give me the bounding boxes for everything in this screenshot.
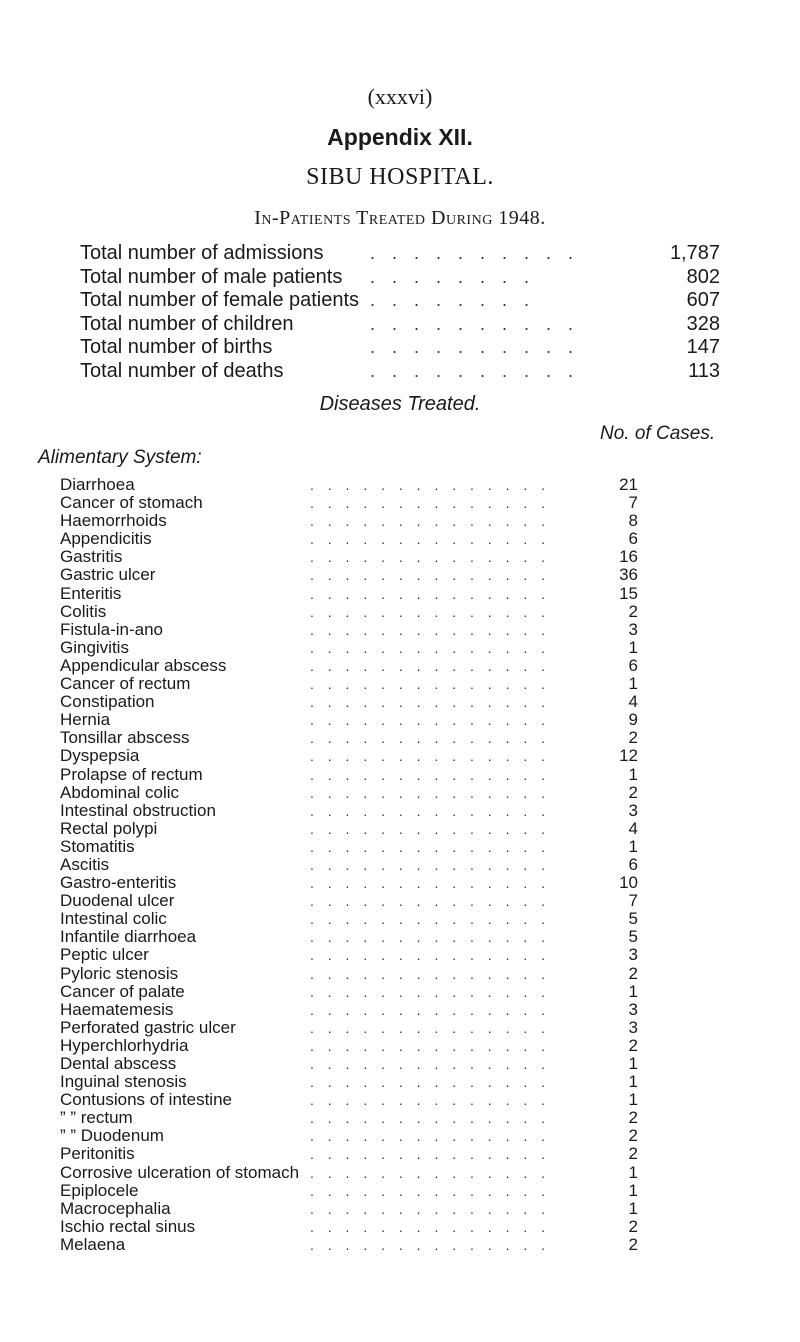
summary-row [80,266,720,290]
case-count: 5 [628,909,638,929]
dot-leader: . . . . . . . . . . . . . . [310,1182,551,1199]
case-count: 1 [628,981,638,1001]
disease-name: Gastro-enteritis [60,874,180,892]
dot-leader: . . . . . . . . . . . . . . [310,603,551,620]
disease-name: Perforated gastric ulcer [60,1019,240,1037]
disease-name: Haemorrhoids [60,512,171,530]
disease-name: Peptic ulcer [60,946,153,964]
dot-leader: . . . . . . . . . . . . . . [310,621,551,638]
appendix-title: Appendix XII. [327,124,473,150]
list-item [60,512,638,530]
dot-leader: . . . . . . . . . . . . . . [310,1110,551,1127]
dot-leader: . . . . . . . . . . . . . . [310,1146,551,1163]
case-count: 5 [628,927,638,947]
dot-leader: . . . . . . . . . . . . . . [310,766,551,783]
list-item [60,910,638,928]
dot-leader: . . . . . . . . . . . . . . [310,531,551,548]
dot-leader: . . . . . . . . . . [370,243,580,263]
case-count: 2 [628,728,638,748]
dot-leader: . . . . . . . . . . . . . . [310,929,551,946]
case-count: 6 [628,854,638,874]
case-count: 2 [628,601,638,621]
system-heading: Alimentary System: [38,447,202,468]
summary-row [80,360,720,384]
dot-leader: . . . . . . . . . . . . . . [310,893,551,910]
summary-row [80,289,720,313]
disease-table [60,476,638,1254]
dot-leader: . . . . . . . . [370,266,536,287]
dot-leader: . . . . . . . . . . . . . . [310,585,551,602]
case-count: 1 [628,1072,638,1092]
disease-name: Ascitis [60,856,113,874]
summary-label: Total number of deaths [80,359,284,382]
summary-label: Total number of children [80,312,294,335]
case-count: 3 [628,1017,638,1037]
case-count: 1 [628,1162,638,1182]
list-item [60,639,638,657]
summary-value: 147 [686,336,720,359]
case-count: 1 [628,637,638,657]
disease-name: Hyperchlorhydria [60,1037,193,1055]
disease-name: Intestinal obstruction [60,802,220,820]
list-item [60,585,638,603]
list-item [60,983,638,1001]
disease-name: Constipation [60,693,159,711]
dot-leader: . . . . . . . . . . . . . . [310,1074,551,1091]
cases-column-heading: No. of Cases. [600,423,716,444]
case-count: 1 [628,1054,638,1073]
disease-name: Pyloric stenosis [60,965,182,983]
dot-leader: . . . . . . . . [370,290,536,311]
case-count: 3 [628,800,638,820]
case-count: 1 [628,1180,638,1200]
list-item [60,1127,638,1145]
case-count: 7 [628,891,638,911]
list-item [60,892,638,910]
summary-value: 802 [686,265,720,288]
list-item [60,1200,638,1218]
list-item [60,657,638,675]
list-item [60,603,638,621]
dot-leader: . . . . . . . . . . . . . . [310,567,551,584]
disease-name: Dyspepsia [60,747,143,765]
case-count: 1 [628,674,638,694]
dot-leader: . . . . . . . . . . . . . . [310,947,551,964]
list-item [60,621,638,639]
dot-leader: . . . . . . . . . . . . . . [310,1164,551,1181]
summary-table [80,242,720,384]
summary-row [80,336,720,360]
dot-leader: . . . . . . . . . . . . . . [310,856,551,873]
case-count: 2 [628,782,638,802]
disease-name: Appendicular abscess [60,657,230,675]
disease-name: ” ” Duodenum [60,1127,168,1145]
list-item [60,1145,638,1163]
list-item [60,1001,638,1019]
dot-leader: . . . . . . . . . . . . . . [310,1037,551,1054]
dot-leader: . . . . . . . . . . . . . . [310,965,551,982]
disease-name: Colitis [60,603,110,621]
list-item [60,965,638,983]
disease-name: Gastric ulcer [60,566,159,584]
list-item [60,476,638,494]
disease-name: Epiplocele [60,1182,142,1200]
disease-name: Dental abscess [60,1055,180,1073]
list-item [60,1073,638,1091]
case-count: 36 [619,565,638,585]
case-count: 7 [628,493,638,513]
dot-leader: . . . . . . . . . . . . . . [310,477,551,493]
summary-label: Total number of admissions [80,242,324,264]
disease-name: Gingivitis [60,639,133,657]
dot-leader: . . . . . . . . . . . . . . [310,784,551,801]
dot-leader: . . . . . . . . . . . . . . [310,911,551,928]
list-item [60,1109,638,1127]
dot-leader: . . . . . . . . . . . . . . [310,1218,551,1235]
list-item [60,838,638,856]
summary-label: Total number of female patients [80,289,360,312]
case-count: 6 [628,655,638,675]
list-item [60,1218,638,1236]
case-count: 1 [628,836,638,856]
disease-name: Duodenal ulcer [60,892,178,910]
list-item [60,711,638,729]
list-item [60,566,638,584]
disease-name: Melaena [60,1236,129,1254]
case-count: 12 [619,746,638,766]
summary-value: 607 [686,289,720,312]
list-item [60,1164,638,1182]
disease-name: Hernia [60,711,114,729]
case-count: 1 [628,1090,638,1110]
dot-leader: . . . . . . . . . . . . . . [310,1236,551,1253]
list-item [60,1236,638,1254]
dot-leader: . . . . . . . . . . . . . . [310,712,551,729]
list-item [60,1037,638,1055]
disease-name: Prolapse of rectum [60,766,207,784]
dot-leader: . . . . . . . . . . . . . . [310,1019,551,1036]
summary-value: 1,787 [669,242,720,264]
diseases-heading: Diseases Treated. [319,393,481,415]
dot-leader: . . . . . . . . . . . . . . [310,1128,551,1145]
case-count: 21 [619,475,638,494]
list-item [60,802,638,820]
page-number: (xxxvi) [367,84,433,109]
dot-leader: . . . . . . . . . . [370,360,580,381]
summary-value: 328 [686,312,720,335]
list-item [60,548,638,566]
case-count: 1 [628,764,638,784]
dot-leader: . . . . . . . . . . . . . . [310,676,551,693]
case-count: 2 [628,1234,638,1254]
case-count: 2 [628,1216,638,1236]
case-count: 4 [628,692,638,712]
list-item [60,729,638,747]
list-item [60,1091,638,1109]
disease-name: Tonsillar abscess [60,729,193,747]
dot-leader: . . . . . . . . . . . . . . [310,748,551,765]
case-count: 3 [628,999,638,1019]
list-item [60,766,638,784]
dot-leader: . . . . . . . . . . . . . . [310,549,551,566]
dot-leader: . . . . . . . . . . . . . . [310,730,551,747]
case-count: 8 [628,511,638,531]
case-count: 10 [619,873,638,893]
list-item [60,1055,638,1073]
list-item [60,1019,638,1037]
disease-name: Stomatitis [60,838,139,856]
case-count: 3 [628,945,638,965]
case-count: 16 [619,547,638,567]
disease-name: Diarrhoea [60,476,139,494]
list-item [60,693,638,711]
dot-leader: . . . . . . . . . . . . . . [310,513,551,530]
disease-name: Fistula-in-ano [60,621,167,639]
list-item [60,820,638,838]
summary-label: Total number of births [80,336,273,359]
case-count: 15 [619,583,638,603]
list-item [60,874,638,892]
case-count: 6 [628,529,638,549]
dot-leader: . . . . . . . . . . . . . . [310,875,551,892]
dot-leader: . . . . . . . . . . . . . . [310,1001,551,1018]
disease-name: Inguinal stenosis [60,1073,191,1091]
dot-leader: . . . . . . . . . . . . . . [310,1200,551,1217]
list-item [60,784,638,802]
case-count: 9 [628,710,638,730]
dot-leader: . . . . . . . . . . . . . . [310,639,551,656]
case-count: 2 [628,1126,638,1146]
dot-leader: . . . . . . . . . . . . . . [310,694,551,711]
disease-name: Macrocephalia [60,1200,175,1218]
summary-row [80,313,720,337]
case-count: 3 [628,619,638,639]
disease-name: Cancer of rectum [60,675,194,693]
case-count: 2 [628,963,638,983]
dot-leader: . . . . . . . . . . . . . . [310,495,551,512]
disease-name: Infantile diarrhoea [60,928,200,946]
dot-leader: . . . . . . . . . . . . . . [310,820,551,837]
summary-value: 113 [688,359,720,382]
summary-label: Total number of male patients [80,265,343,288]
disease-name: Intestinal colic [60,910,171,928]
list-item [60,747,638,765]
list-item [60,928,638,946]
disease-name: Peritonitis [60,1145,139,1163]
dot-leader: . . . . . . . . . . [370,337,580,358]
case-count: 2 [628,1108,638,1128]
disease-name: Cancer of stomach [60,494,207,512]
case-count: 2 [628,1035,638,1055]
dot-leader: . . . . . . . . . . . . . . [310,802,551,819]
disease-name: Contusions of intestine [60,1091,236,1109]
list-item [60,494,638,512]
case-count: 1 [628,1198,638,1218]
disease-name: Appendicitis [60,530,156,548]
list-item [60,946,638,964]
list-item [60,856,638,874]
table-subtitle: In-Patients Treated During 1948. [254,207,546,229]
disease-name: Rectal polypi [60,820,161,838]
disease-name: Abdominal colic [60,784,183,802]
dot-leader: . . . . . . . . . . . . . . [310,838,551,855]
list-item [60,675,638,693]
disease-name: Gastritis [60,548,126,566]
disease-name: Cancer of palate [60,983,189,1001]
case-count: 4 [628,818,638,838]
hospital-title: SIBU HOSPITAL. [306,164,494,190]
dot-leader: . . . . . . . . . . . . . . [310,983,551,1000]
disease-name: Haematemesis [60,1001,177,1019]
dot-leader: . . . . . . . . . . [370,313,580,334]
dot-leader: . . . . . . . . . . . . . . [310,657,551,674]
disease-name: Enteritis [60,585,125,603]
dot-leader: . . . . . . . . . . . . . . [310,1092,551,1109]
summary-row [80,242,720,266]
disease-name: Ischio rectal sinus [60,1218,199,1236]
list-item [60,1182,638,1200]
case-count: 2 [628,1144,638,1164]
dot-leader: . . . . . . . . . . . . . . [310,1056,551,1072]
disease-name: Corrosive ulceration of stomach [60,1164,303,1182]
disease-name: ” ” rectum [60,1109,137,1127]
list-item [60,530,638,548]
